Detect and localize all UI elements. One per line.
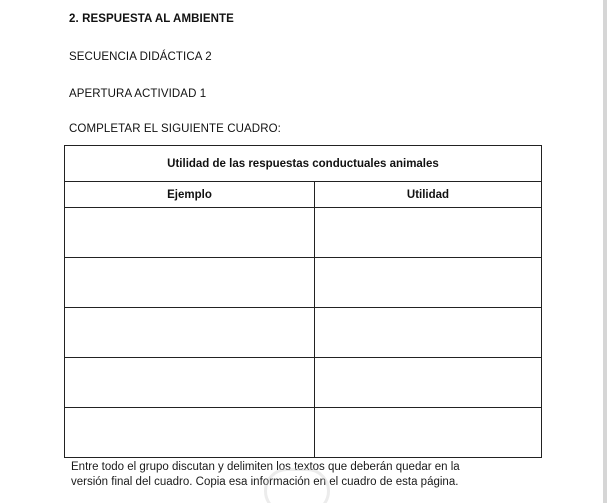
section-heading: 2. RESPUESTA AL AMBIENTE	[69, 13, 234, 25]
table-row	[65, 258, 542, 308]
footer-line-1: Entre todo el grupo discutan y delimiten los textos que deberán quedar en la	[71, 461, 460, 473]
column-header-utilidad: Utilidad	[315, 182, 542, 208]
instruction-label: COMPLETAR EL SIGUIENTE CUADRO:	[69, 123, 281, 135]
column-header-ejemplo: Ejemplo	[65, 182, 315, 208]
watermark-shape	[264, 468, 330, 503]
table-cell-ejemplo[interactable]	[65, 258, 315, 308]
table-cell-ejemplo[interactable]	[65, 408, 315, 458]
table-row	[65, 308, 542, 358]
responses-table	[64, 145, 542, 458]
activity-label: APERTURA ACTIVIDAD 1	[69, 88, 207, 100]
sequence-label: SECUENCIA DIDÁCTICA 2	[69, 51, 212, 63]
table-cell-utilidad[interactable]	[315, 408, 542, 458]
table-cell-ejemplo[interactable]	[65, 308, 315, 358]
footer-line-2: versión final del cuadro. Copia esa información en el cuadro de esta página.	[71, 476, 459, 488]
table-row	[65, 408, 542, 458]
table-cell-utilidad[interactable]	[315, 358, 542, 408]
table-row	[65, 358, 542, 408]
table-title: Utilidad de las respuestas conductuales animales	[65, 146, 542, 182]
table-cell-ejemplo[interactable]	[65, 208, 315, 258]
page-edge-divider	[603, 0, 607, 503]
table-cell-utilidad[interactable]	[315, 308, 542, 358]
table-cell-ejemplo[interactable]	[65, 358, 315, 408]
table-cell-utilidad[interactable]	[315, 208, 542, 258]
table-cell-utilidad[interactable]	[315, 258, 542, 308]
table-row	[65, 208, 542, 258]
